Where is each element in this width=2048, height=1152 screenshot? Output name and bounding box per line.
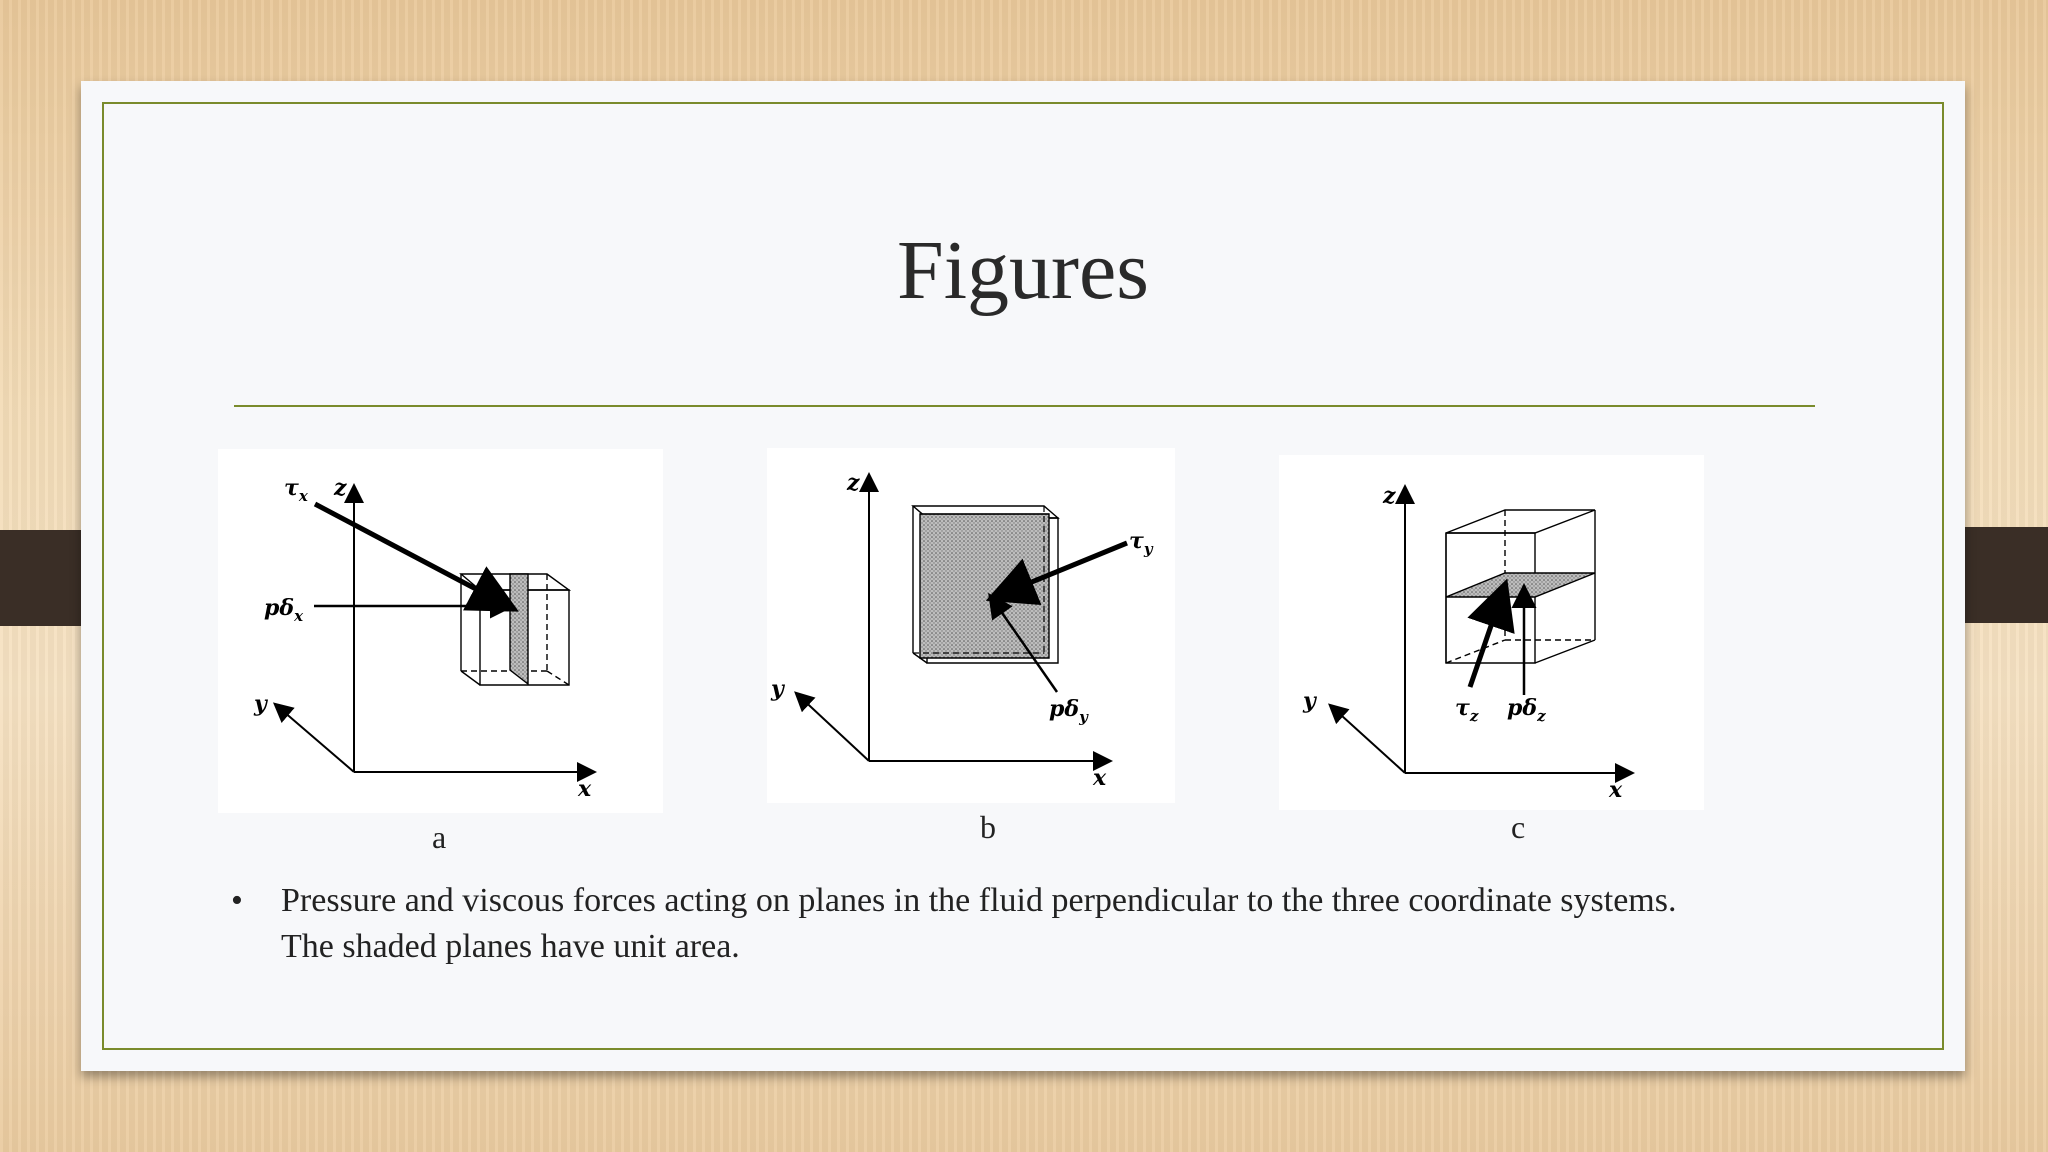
x-axis-label-c: x (1609, 777, 1623, 803)
bullet-text (281, 878, 1901, 970)
y-axis-label-b: y (771, 676, 784, 702)
figure-a-diagram (218, 449, 663, 813)
tau-arrow-c (1470, 588, 1504, 687)
y-axis-label-a: y (254, 691, 267, 717)
figure-b-diagram (767, 448, 1175, 803)
slide (81, 81, 1965, 1071)
shaded-plane-a (510, 574, 528, 684)
tau-label-a: $\tau_x$ (284, 475, 308, 505)
z-axis-label-a: z (334, 475, 347, 501)
bullet-symbol: • (231, 882, 243, 919)
bullet-line-2: The shaded planes have unit area. (281, 928, 740, 965)
figure-a (218, 449, 663, 813)
figure-b-caption: b (980, 809, 996, 845)
slide-title: Figures (897, 224, 1149, 317)
title-divider (234, 405, 1815, 407)
shaded-plane-c (1446, 573, 1595, 597)
tau-arrow-a (315, 504, 510, 607)
z-axis-label-b: z (847, 470, 860, 496)
tau-label-b: $\tau_y$ (1129, 528, 1153, 558)
x-axis-label-b: x (1093, 765, 1107, 791)
bullet-line-1: Pressure and viscous forces acting on planes in the fluid perpendicular to the three coordinate systems. (281, 882, 1677, 919)
figure-a-caption: a (432, 819, 447, 855)
y-axis-label-c: y (1303, 688, 1316, 714)
figure-c-diagram (1279, 455, 1704, 810)
x-axis-label-a: x (578, 776, 592, 802)
figure-c-caption: c (1511, 809, 1526, 845)
figure-b (767, 448, 1175, 803)
tau-label-c: $\tau_z$ (1455, 695, 1479, 725)
pressure-label-b: $p\delta_y$ (1049, 696, 1088, 726)
pressure-label-a: $p\delta_x$ (264, 595, 304, 625)
z-axis-label-c: z (1383, 483, 1396, 509)
shaded-plane-b (920, 514, 1049, 658)
pressure-label-c: $p\delta_z$ (1507, 695, 1546, 725)
figure-c (1279, 455, 1704, 810)
